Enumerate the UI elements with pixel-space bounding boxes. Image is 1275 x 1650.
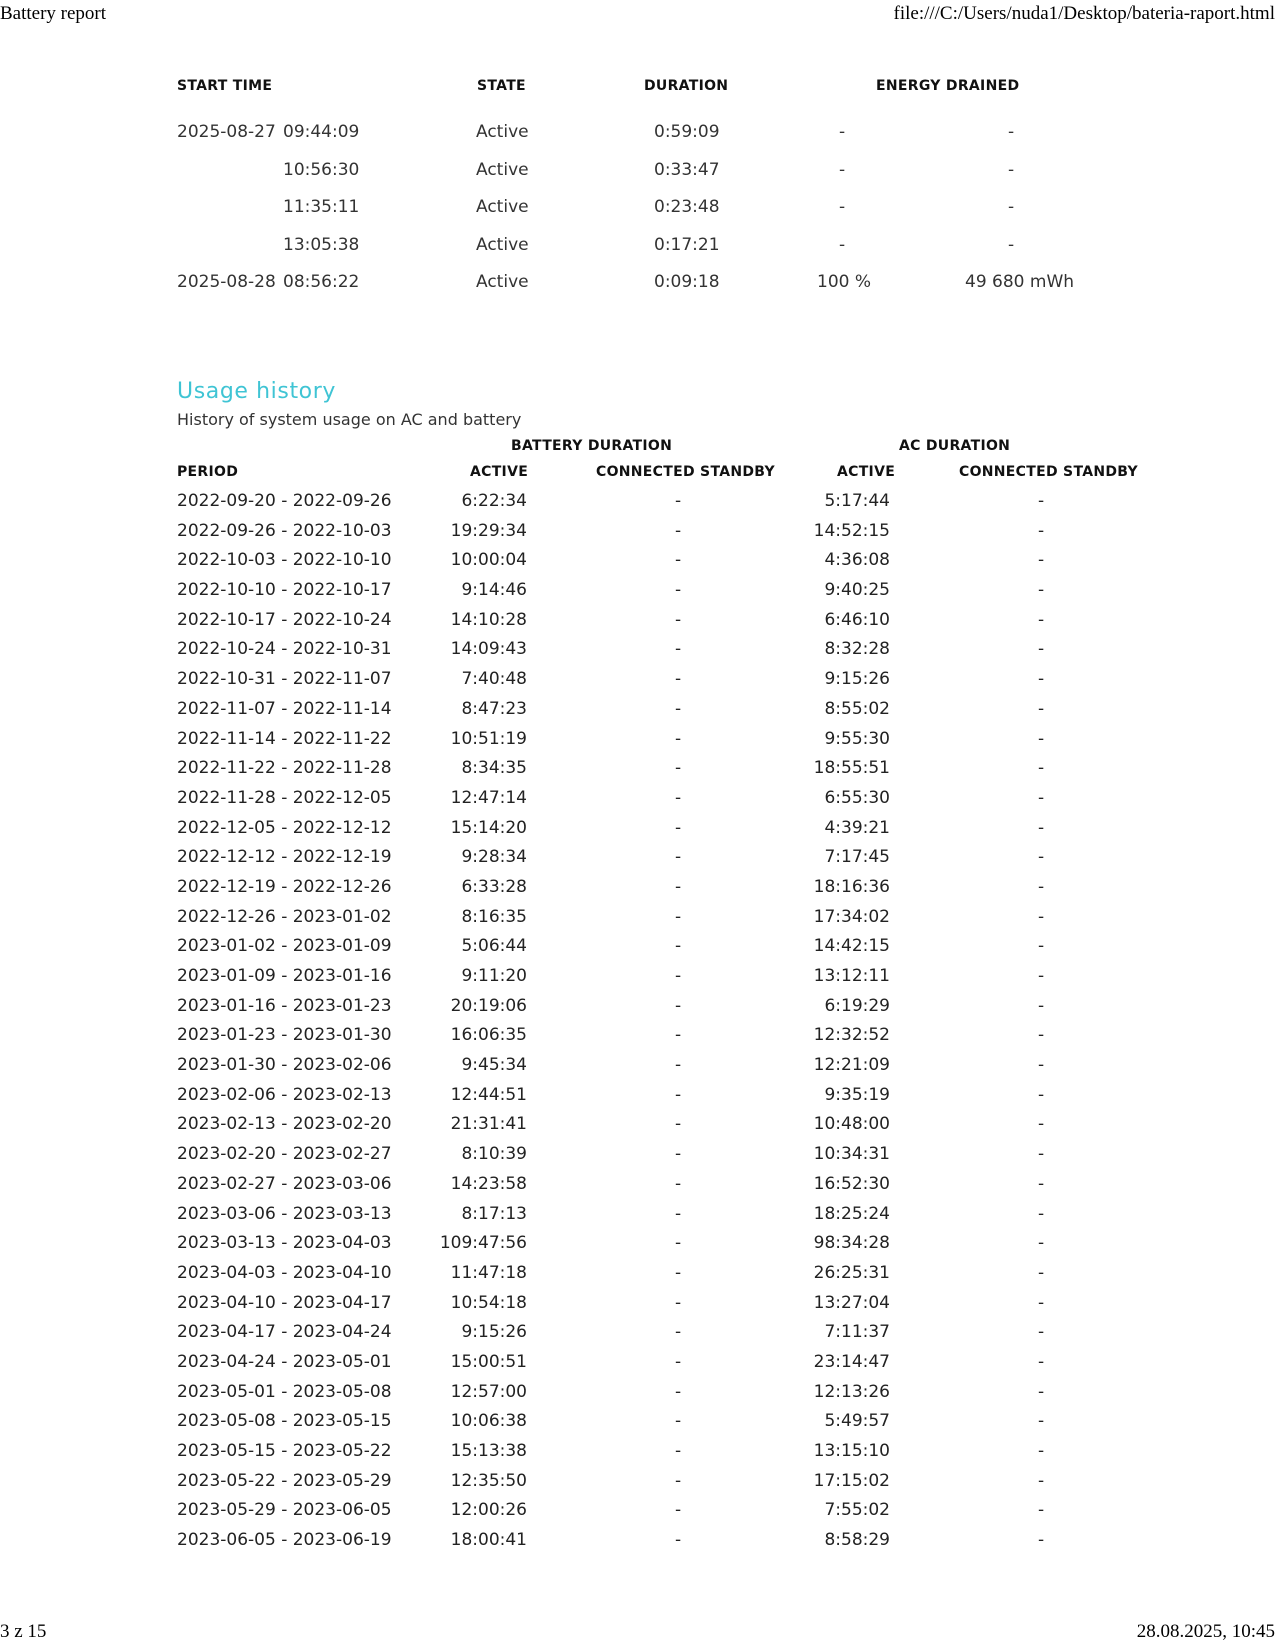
cell-ac-active: 9:40:25 bbox=[824, 580, 890, 601]
cell-battery-standby: - bbox=[675, 1411, 682, 1432]
cell-battery-active: 12:47:14 bbox=[450, 787, 527, 808]
recent-usage-row bbox=[177, 98, 1127, 142]
cell-ac-active: 16:52:30 bbox=[813, 1173, 890, 1194]
cell-ac-standby: - bbox=[1038, 1173, 1045, 1194]
cell-period: 2023-02-27 - 2023-03-06 bbox=[177, 1173, 392, 1194]
usage-history-rows bbox=[177, 488, 1177, 1557]
cell-battery-active: 9:15:26 bbox=[461, 1322, 527, 1343]
cell-ac-active: 8:58:29 bbox=[824, 1530, 890, 1551]
cell-state: Active bbox=[476, 159, 529, 180]
cell-ac-active: 5:17:44 bbox=[824, 491, 890, 511]
cell-date: 2025-08-28 bbox=[177, 272, 276, 292]
cell-energy-percent: - bbox=[839, 122, 846, 142]
usage-history-subtitle: History of system usage on AC and battery bbox=[177, 410, 522, 429]
cell-period: 2023-01-16 - 2023-01-23 bbox=[177, 995, 392, 1016]
cell-energy-mwh: - bbox=[1008, 122, 1015, 142]
usage-history-row bbox=[177, 607, 1177, 637]
cell-period: 2022-11-07 - 2022-11-14 bbox=[177, 698, 392, 719]
cell-ac-standby: - bbox=[1038, 1500, 1045, 1521]
cell-period: 2023-05-08 - 2023-05-15 bbox=[177, 1411, 392, 1432]
cell-ac-active: 12:21:09 bbox=[813, 1055, 890, 1076]
cell-ac-active: 7:55:02 bbox=[824, 1500, 890, 1521]
cell-battery-active: 15:14:20 bbox=[450, 817, 527, 838]
usage-history-row bbox=[177, 874, 1177, 904]
cell-ac-standby: - bbox=[1038, 876, 1045, 897]
cell-ac-standby: - bbox=[1038, 698, 1045, 719]
group-header-battery: BATTERY DURATION bbox=[511, 438, 673, 454]
cell-period: 2022-10-24 - 2022-10-31 bbox=[177, 639, 392, 660]
cell-ac-active: 17:34:02 bbox=[813, 906, 890, 927]
usage-history-row bbox=[177, 1171, 1177, 1201]
cell-ac-active: 9:35:19 bbox=[824, 1084, 890, 1105]
cell-duration: 0:09:18 bbox=[654, 272, 720, 292]
cell-battery-standby: - bbox=[675, 1055, 682, 1076]
usage-history-row bbox=[177, 1201, 1177, 1231]
cell-period: 2022-12-19 - 2022-12-26 bbox=[177, 876, 392, 897]
header-duration: DURATION bbox=[644, 78, 729, 94]
cell-battery-standby: - bbox=[675, 1233, 682, 1254]
cell-ac-active: 8:55:02 bbox=[824, 698, 890, 719]
cell-period: 2023-02-06 - 2023-02-13 bbox=[177, 1084, 392, 1105]
cell-ac-active: 4:36:08 bbox=[824, 550, 890, 571]
cell-battery-standby: - bbox=[675, 787, 682, 808]
cell-ac-standby: - bbox=[1038, 1203, 1045, 1224]
cell-period: 2022-10-17 - 2022-10-24 bbox=[177, 609, 392, 630]
cell-battery-active: 12:57:00 bbox=[450, 1381, 527, 1402]
cell-ac-active: 8:32:28 bbox=[824, 639, 890, 660]
cell-battery-active: 8:10:39 bbox=[461, 1144, 527, 1165]
cell-period: 2022-12-26 - 2023-01-02 bbox=[177, 906, 392, 927]
print-footer-page: 3 z 15 bbox=[0, 1621, 47, 1642]
cell-ac-active: 7:11:37 bbox=[824, 1322, 890, 1343]
cell-battery-active: 6:33:28 bbox=[461, 876, 527, 897]
cell-period: 2023-05-15 - 2023-05-22 bbox=[177, 1441, 392, 1461]
column-header-battery-standby: CONNECTED STANDBY bbox=[596, 464, 775, 480]
cell-ac-active: 12:13:26 bbox=[813, 1381, 890, 1402]
cell-battery-active: 15:00:51 bbox=[450, 1351, 527, 1372]
cell-battery-active: 16:06:35 bbox=[450, 1025, 527, 1046]
cell-battery-standby: - bbox=[675, 1322, 682, 1343]
recent-usage-table bbox=[177, 78, 1127, 292]
cell-ac-standby: - bbox=[1038, 609, 1045, 630]
cell-time: 08:56:22 bbox=[283, 272, 360, 292]
cell-battery-active: 8:16:35 bbox=[461, 906, 527, 927]
cell-battery-active: 15:13:38 bbox=[450, 1441, 527, 1461]
cell-battery-standby: - bbox=[675, 1173, 682, 1194]
cell-energy-percent: - bbox=[839, 159, 846, 180]
cell-period: 2022-11-28 - 2022-12-05 bbox=[177, 787, 392, 808]
cell-ac-standby: - bbox=[1038, 936, 1045, 957]
cell-battery-standby: - bbox=[675, 1292, 682, 1313]
cell-ac-active: 9:55:30 bbox=[824, 728, 890, 749]
cell-battery-active: 12:00:26 bbox=[450, 1500, 527, 1521]
cell-ac-active: 26:25:31 bbox=[813, 1262, 890, 1283]
cell-battery-active: 10:54:18 bbox=[450, 1292, 527, 1313]
usage-history-row bbox=[177, 518, 1177, 548]
cell-ac-active: 6:55:30 bbox=[824, 787, 890, 808]
cell-date: 2025-08-27 bbox=[177, 122, 276, 142]
cell-period: 2022-10-03 - 2022-10-10 bbox=[177, 550, 392, 571]
usage-history-row bbox=[177, 1527, 1177, 1557]
cell-battery-active: 12:44:51 bbox=[450, 1084, 527, 1105]
cell-ac-standby: - bbox=[1038, 758, 1045, 779]
cell-battery-standby: - bbox=[675, 1084, 682, 1105]
cell-ac-standby: - bbox=[1038, 580, 1045, 601]
cell-period: 2023-05-29 - 2023-06-05 bbox=[177, 1500, 392, 1521]
cell-battery-standby: - bbox=[675, 1441, 682, 1461]
usage-history-row bbox=[177, 696, 1177, 726]
cell-battery-standby: - bbox=[675, 1025, 682, 1046]
usage-history-row bbox=[177, 1082, 1177, 1112]
usage-history-row bbox=[177, 636, 1177, 666]
usage-history-row bbox=[177, 933, 1177, 963]
usage-history-row bbox=[177, 1379, 1177, 1409]
cell-duration: 0:33:47 bbox=[654, 159, 720, 180]
cell-battery-active: 14:10:28 bbox=[450, 609, 527, 630]
usage-history-row bbox=[177, 993, 1177, 1023]
cell-period: 2022-11-22 - 2022-11-28 bbox=[177, 758, 392, 779]
cell-energy-percent: 100 % bbox=[817, 272, 872, 292]
column-header-battery-active: ACTIVE bbox=[470, 464, 529, 480]
cell-battery-standby: - bbox=[675, 876, 682, 897]
cell-ac-active: 18:25:24 bbox=[813, 1203, 890, 1224]
usage-history-row bbox=[177, 1111, 1177, 1141]
cell-ac-standby: - bbox=[1038, 1351, 1045, 1372]
cell-ac-standby: - bbox=[1038, 1084, 1045, 1105]
cell-battery-active: 9:28:34 bbox=[461, 847, 527, 868]
usage-history-row bbox=[177, 1408, 1177, 1438]
cell-ac-standby: - bbox=[1038, 1144, 1045, 1165]
usage-history-row bbox=[177, 1438, 1177, 1468]
cell-battery-standby: - bbox=[675, 669, 682, 690]
cell-period: 2023-03-13 - 2023-04-03 bbox=[177, 1233, 392, 1254]
cell-ac-standby: - bbox=[1038, 491, 1045, 511]
usage-history-row bbox=[177, 1230, 1177, 1260]
cell-period: 2022-09-26 - 2022-10-03 bbox=[177, 520, 392, 541]
cell-energy-percent: - bbox=[839, 234, 846, 255]
cell-ac-active: 5:49:57 bbox=[824, 1411, 890, 1432]
cell-ac-standby: - bbox=[1038, 1233, 1045, 1254]
cell-battery-standby: - bbox=[675, 995, 682, 1016]
cell-ac-active: 12:32:52 bbox=[813, 1025, 890, 1046]
cell-period: 2022-11-14 - 2022-11-22 bbox=[177, 728, 392, 749]
cell-battery-standby: - bbox=[675, 1114, 682, 1135]
cell-ac-active: 13:12:11 bbox=[813, 966, 890, 986]
header-start-time: START TIME bbox=[177, 78, 273, 94]
cell-ac-standby: - bbox=[1038, 906, 1045, 927]
usage-history-row bbox=[177, 577, 1177, 607]
usage-history-row bbox=[177, 726, 1177, 756]
recent-usage-row bbox=[177, 211, 1127, 255]
cell-ac-standby: - bbox=[1038, 847, 1045, 868]
usage-history-row bbox=[177, 1319, 1177, 1349]
cell-battery-standby: - bbox=[675, 847, 682, 868]
cell-battery-standby: - bbox=[675, 966, 682, 986]
cell-battery-active: 19:29:34 bbox=[450, 520, 527, 541]
cell-battery-standby: - bbox=[675, 639, 682, 660]
column-header-ac-active: ACTIVE bbox=[837, 464, 896, 480]
cell-battery-standby: - bbox=[675, 1381, 682, 1402]
cell-ac-standby: - bbox=[1038, 1292, 1045, 1313]
cell-ac-active: 98:34:28 bbox=[813, 1233, 890, 1254]
recent-usage-header-row bbox=[177, 78, 1127, 98]
cell-ac-active: 10:48:00 bbox=[813, 1114, 890, 1135]
cell-time: 13:05:38 bbox=[283, 234, 360, 255]
cell-ac-standby: - bbox=[1038, 1441, 1045, 1461]
cell-ac-standby: - bbox=[1038, 728, 1045, 749]
cell-energy-mwh: - bbox=[1008, 234, 1015, 255]
cell-ac-standby: - bbox=[1038, 669, 1045, 690]
cell-battery-standby: - bbox=[675, 906, 682, 927]
usage-history-row bbox=[177, 1290, 1177, 1320]
cell-ac-standby: - bbox=[1038, 550, 1045, 571]
cell-energy-mwh: 49 680 mWh bbox=[965, 272, 1075, 292]
cell-ac-standby: - bbox=[1038, 1411, 1045, 1432]
cell-battery-active: 8:47:23 bbox=[461, 698, 527, 719]
cell-ac-active: 14:52:15 bbox=[813, 520, 890, 541]
cell-battery-standby: - bbox=[675, 1500, 682, 1521]
cell-ac-active: 17:15:02 bbox=[813, 1470, 890, 1491]
cell-battery-active: 18:00:41 bbox=[450, 1530, 527, 1551]
cell-energy-mwh: - bbox=[1008, 197, 1015, 217]
cell-battery-active: 12:35:50 bbox=[450, 1470, 527, 1491]
cell-time: 09:44:09 bbox=[283, 122, 360, 142]
cell-battery-standby: - bbox=[675, 1470, 682, 1491]
cell-period: 2022-12-12 - 2022-12-19 bbox=[177, 847, 392, 868]
cell-period: 2023-05-01 - 2023-05-08 bbox=[177, 1381, 392, 1402]
cell-ac-standby: - bbox=[1038, 1055, 1045, 1076]
column-header-period: PERIOD bbox=[177, 464, 239, 480]
usage-history-row bbox=[177, 1468, 1177, 1498]
cell-battery-active: 8:34:35 bbox=[461, 758, 527, 779]
cell-period: 2023-02-20 - 2023-02-27 bbox=[177, 1144, 392, 1165]
cell-period: 2023-04-24 - 2023-05-01 bbox=[177, 1351, 392, 1372]
cell-ac-standby: - bbox=[1038, 995, 1045, 1016]
cell-ac-standby: - bbox=[1038, 787, 1045, 808]
cell-battery-active: 20:19:06 bbox=[450, 995, 527, 1016]
cell-state: Active bbox=[476, 122, 529, 142]
cell-ac-active: 6:46:10 bbox=[824, 609, 890, 630]
header-energy-drained: ENERGY DRAINED bbox=[876, 78, 1020, 94]
usage-history-row bbox=[177, 815, 1177, 845]
print-footer-datetime: 28.08.2025, 10:45 bbox=[1136, 1621, 1275, 1642]
cell-ac-standby: - bbox=[1038, 1381, 1045, 1402]
cell-battery-standby: - bbox=[675, 520, 682, 541]
usage-history-row bbox=[177, 1052, 1177, 1082]
usage-history-row bbox=[177, 904, 1177, 934]
cell-energy-percent: - bbox=[839, 197, 846, 217]
recent-usage-rows bbox=[177, 98, 1127, 292]
cell-period: 2023-04-10 - 2023-04-17 bbox=[177, 1292, 392, 1313]
cell-battery-standby: - bbox=[675, 609, 682, 630]
cell-ac-active: 13:15:10 bbox=[813, 1441, 890, 1461]
cell-ac-active: 23:14:47 bbox=[813, 1351, 890, 1372]
cell-battery-standby: - bbox=[675, 698, 682, 719]
cell-battery-active: 9:11:20 bbox=[461, 966, 527, 986]
cell-battery-standby: - bbox=[675, 728, 682, 749]
cell-battery-standby: - bbox=[675, 1262, 682, 1283]
usage-history-title: Usage history bbox=[177, 379, 337, 404]
usage-history-row bbox=[177, 1141, 1177, 1171]
cell-ac-standby: - bbox=[1038, 639, 1045, 660]
usage-history-row bbox=[177, 844, 1177, 874]
cell-battery-active: 21:31:41 bbox=[450, 1114, 527, 1135]
recent-usage-row bbox=[177, 248, 1127, 292]
usage-history-row bbox=[177, 755, 1177, 785]
cell-battery-active: 10:00:04 bbox=[450, 550, 527, 571]
print-header-url: file:///C:/Users/nuda1/Desktop/bateria-raport.html bbox=[893, 3, 1275, 24]
cell-period: 2022-09-20 - 2022-09-26 bbox=[177, 491, 392, 511]
cell-period: 2022-10-31 - 2022-11-07 bbox=[177, 669, 392, 690]
cell-period: 2023-06-05 - 2023-06-19 bbox=[177, 1530, 392, 1551]
cell-battery-standby: - bbox=[675, 936, 682, 957]
header-state: STATE bbox=[477, 78, 526, 94]
cell-battery-active: 9:45:34 bbox=[461, 1055, 527, 1076]
cell-battery-active: 11:47:18 bbox=[450, 1262, 527, 1283]
cell-time: 10:56:30 bbox=[283, 159, 360, 180]
cell-battery-standby: - bbox=[675, 550, 682, 571]
cell-duration: 0:59:09 bbox=[654, 122, 720, 142]
cell-state: Active bbox=[476, 272, 529, 292]
cell-time: 11:35:11 bbox=[283, 197, 360, 217]
cell-battery-standby: - bbox=[675, 1530, 682, 1551]
cell-ac-active: 18:16:36 bbox=[813, 876, 890, 897]
cell-ac-active: 18:55:51 bbox=[813, 758, 890, 779]
cell-ac-standby: - bbox=[1038, 1322, 1045, 1343]
cell-period: 2023-01-02 - 2023-01-09 bbox=[177, 936, 392, 957]
group-header-ac: AC DURATION bbox=[899, 438, 1011, 454]
recent-usage-row bbox=[177, 136, 1127, 180]
cell-ac-active: 13:27:04 bbox=[813, 1292, 890, 1313]
cell-period: 2023-05-22 - 2023-05-29 bbox=[177, 1470, 392, 1491]
cell-state: Active bbox=[476, 234, 529, 255]
usage-history-row bbox=[177, 1260, 1177, 1290]
usage-history-row bbox=[177, 666, 1177, 696]
cell-ac-standby: - bbox=[1038, 966, 1045, 986]
cell-period: 2023-03-06 - 2023-03-13 bbox=[177, 1203, 392, 1224]
cell-ac-active: 7:17:45 bbox=[824, 847, 890, 868]
cell-battery-standby: - bbox=[675, 580, 682, 601]
cell-ac-standby: - bbox=[1038, 1025, 1045, 1046]
cell-duration: 0:23:48 bbox=[654, 197, 720, 217]
usage-history-row bbox=[177, 547, 1177, 577]
cell-ac-active: 9:15:26 bbox=[824, 669, 890, 690]
cell-period: 2023-04-17 - 2023-04-24 bbox=[177, 1322, 392, 1343]
cell-battery-standby: - bbox=[675, 1203, 682, 1224]
cell-battery-active: 109:47:56 bbox=[439, 1233, 527, 1254]
cell-ac-standby: - bbox=[1038, 817, 1045, 838]
usage-history-row bbox=[177, 1022, 1177, 1052]
cell-battery-standby: - bbox=[675, 758, 682, 779]
cell-battery-active: 9:14:46 bbox=[461, 580, 527, 601]
cell-duration: 0:17:21 bbox=[654, 234, 720, 255]
recent-usage-row bbox=[177, 173, 1127, 217]
usage-history-row bbox=[177, 1349, 1177, 1379]
cell-battery-active: 8:17:13 bbox=[461, 1203, 527, 1224]
usage-history-row bbox=[177, 488, 1177, 518]
cell-ac-standby: - bbox=[1038, 1114, 1045, 1135]
cell-battery-active: 14:23:58 bbox=[450, 1173, 527, 1194]
cell-battery-standby: - bbox=[675, 1351, 682, 1372]
cell-ac-active: 6:19:29 bbox=[824, 995, 890, 1016]
cell-period: 2023-02-13 - 2023-02-20 bbox=[177, 1114, 392, 1135]
cell-ac-standby: - bbox=[1038, 1530, 1045, 1551]
cell-ac-active: 14:42:15 bbox=[813, 936, 890, 957]
cell-battery-standby: - bbox=[675, 817, 682, 838]
cell-battery-standby: - bbox=[675, 491, 682, 511]
cell-energy-mwh: - bbox=[1008, 159, 1015, 180]
cell-period: 2023-01-23 - 2023-01-30 bbox=[177, 1025, 392, 1046]
cell-battery-standby: - bbox=[675, 1144, 682, 1165]
cell-battery-active: 10:51:19 bbox=[450, 728, 527, 749]
cell-state: Active bbox=[476, 197, 529, 217]
cell-battery-active: 6:22:34 bbox=[461, 491, 527, 511]
usage-history-row bbox=[177, 785, 1177, 815]
cell-ac-active: 4:39:21 bbox=[824, 817, 890, 838]
cell-period: 2023-04-03 - 2023-04-10 bbox=[177, 1262, 392, 1283]
usage-history-row bbox=[177, 1497, 1177, 1527]
cell-period: 2022-10-10 - 2022-10-17 bbox=[177, 580, 392, 601]
column-header-ac-standby: CONNECTED STANDBY bbox=[959, 464, 1138, 480]
usage-history-row bbox=[177, 963, 1177, 993]
cell-ac-standby: - bbox=[1038, 1262, 1045, 1283]
cell-period: 2023-01-30 - 2023-02-06 bbox=[177, 1055, 392, 1076]
cell-battery-active: 7:40:48 bbox=[461, 669, 527, 690]
cell-battery-active: 14:09:43 bbox=[450, 639, 527, 660]
cell-period: 2023-01-09 - 2023-01-16 bbox=[177, 966, 392, 986]
cell-period: 2022-12-05 - 2022-12-12 bbox=[177, 817, 392, 838]
cell-battery-active: 5:06:44 bbox=[461, 936, 527, 957]
cell-ac-standby: - bbox=[1038, 1470, 1045, 1491]
cell-ac-standby: - bbox=[1038, 520, 1045, 541]
print-header-title: Battery report bbox=[0, 3, 107, 24]
cell-ac-active: 10:34:31 bbox=[813, 1144, 890, 1165]
cell-battery-active: 10:06:38 bbox=[450, 1411, 527, 1432]
